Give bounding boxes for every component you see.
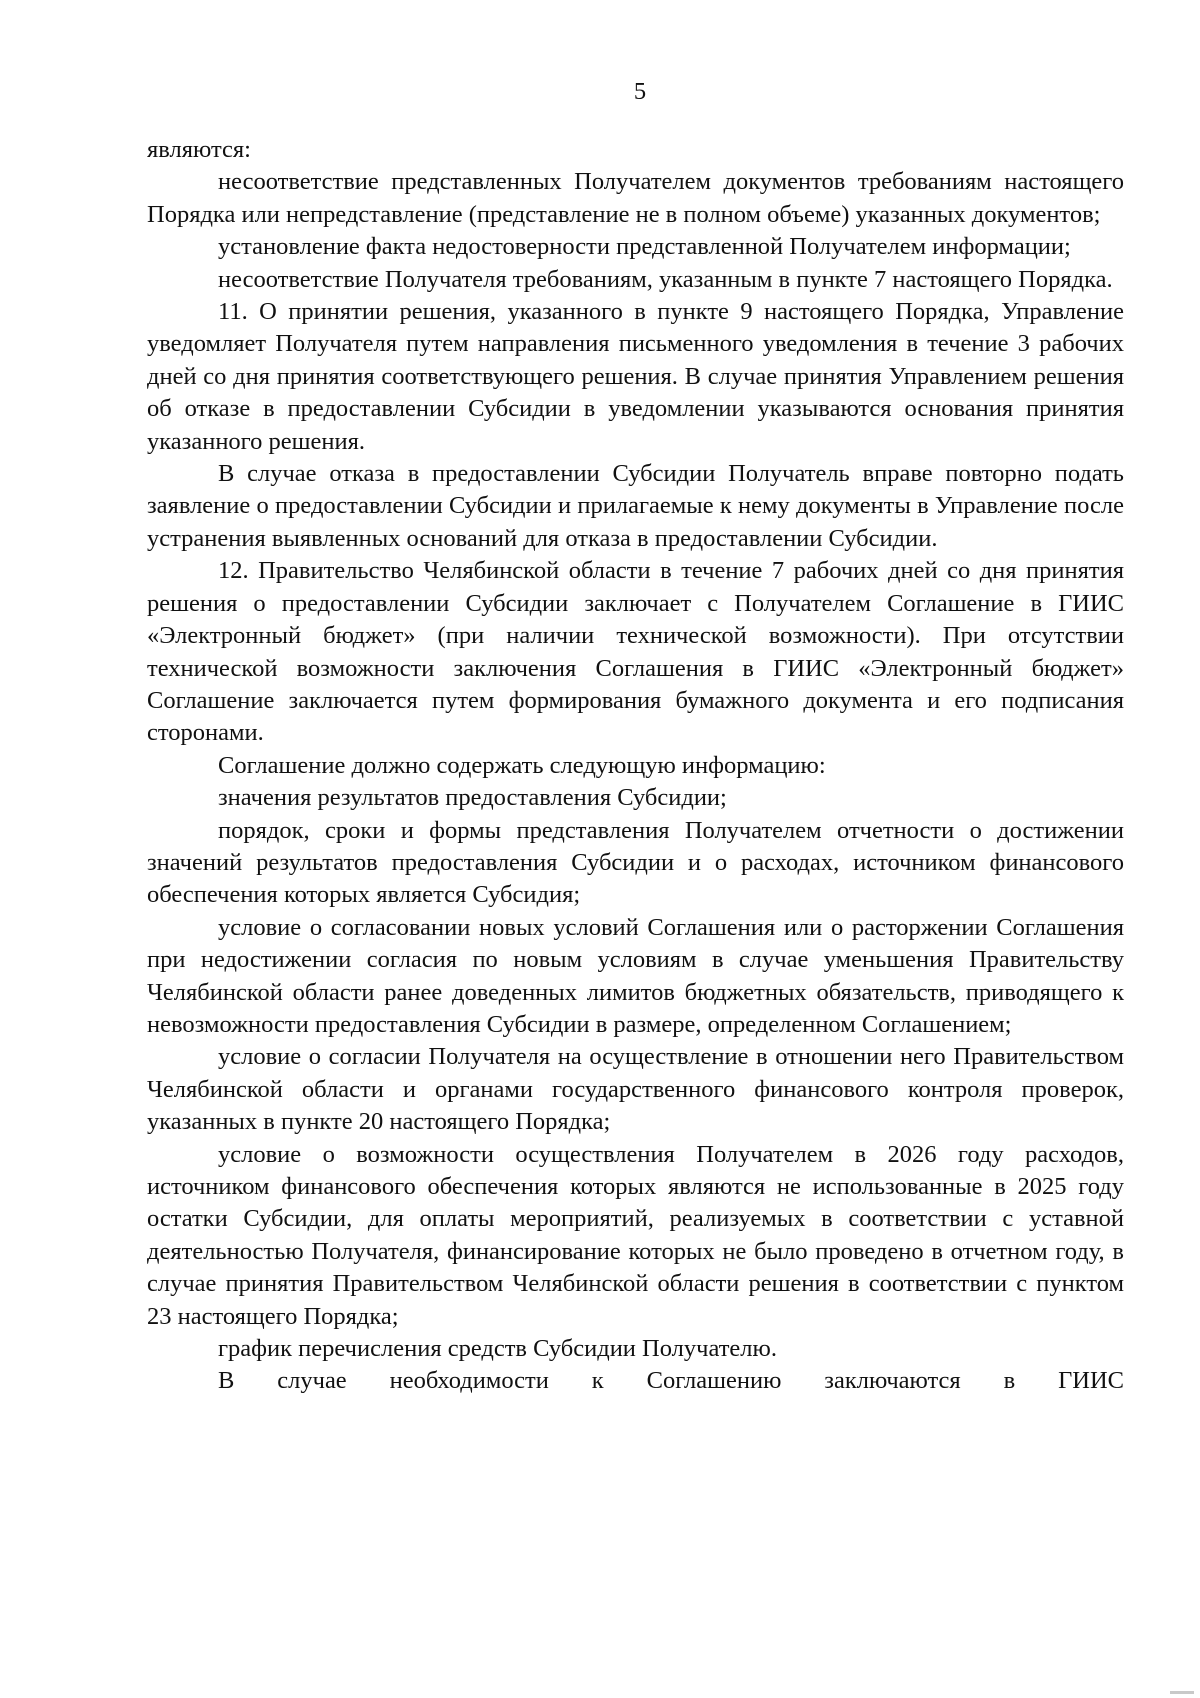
document-body [147,134,1124,1398]
paragraph-reason-documents: несоответствие представленных Получателем документов требованиям настоящего Порядка или непредставление (представление не в полном объеме) указанных документов; [147,168,1124,228]
paragraph-continues-next-page: В случае необходимости к Соглашению заключаются в ГИИС [218,1367,1124,1395]
scan-corner-mark [1170,1691,1194,1694]
paragraph-refusal-resubmission: В случае отказа в предоставлении Субсидии Получатель вправе повторно подать заявление о предоставлении Субсидии и прилагаемые к нему документы в Управление после устранения выявленных оснований для отказа в предоставлении Субсидии. [147,460,1124,552]
paragraph-transfer-schedule: график перечисления средств Субсидии Получателю. [218,1335,777,1363]
page-number: 5 [633,78,647,105]
paragraph-2026-expenses: условие о возможности осуществления Получателем в 2026 году расходов, источником финансового обеспечения которых являются не использованные в 2025 году остатки Субсидии, для оплаты мероприятий, реализуемых в соответствии с уставной деятельностью Получателя, финансирование которых не было проведено в отчетном году, в случае принятия Правительством Челябинской области решения в соответствии с пунктом 23 настоящего Порядка; [147,1140,1124,1330]
paragraph-consent-inspections: условие о согласии Получателя на осуществление в отношении него Правительством Челябинской области и органами государственного финансового контроля проверок, указанных в пункте 20 настоящего Порядка; [147,1043,1124,1136]
paragraph-new-conditions: условие о согласовании новых условий Соглашения или о расторжении Соглашения при недостижении согласия по новым условиям в случае уменьшения Правительству Челябинской области ранее доведенных лимитов бюджетных обязательств, приводящего к невозможности предоставления Субсидии в размере, определенном Соглашением; [147,913,1124,1038]
paragraph-continuation: являются: [147,136,251,163]
paragraph-item-12: 12. Правительство Челябинской области в течение 7 рабочих дней со дня принятия решения о предоставлении Субсидии заключает с Получателем Соглашение в ГИИС «Электронный бюджет» (при наличии технической возможности). При отсутствии технической возможности заключения Соглашения в ГИИС «Электронный бюджет» Соглашение заключается путем формирования бумажного документа и его подписания сторонами. [147,557,1124,747]
paragraph-agreement-contents: Соглашение должно содержать следующую информацию: [218,751,826,779]
paragraph-item-11: 11. О принятии решения, указанного в пункте 9 настоящего Порядка, Управление уведомляет Получателя путем направления письменного уведомления в течение 3 рабочих дней со дня принятия соответствующего решения. В случае принятия Управлением решения об отказе в предоставлении Субсидии в уведомлении указываются основания принятия указанного решения. [147,298,1124,455]
paragraph-result-values: значения результатов предоставления Субсидии; [218,784,727,812]
paragraph-reporting: порядок, сроки и формы представления Получателем отчетности о достижении значений результатов предоставления Субсидии и о расходах, источником финансового обеспечения которых является Субсидия; [147,816,1124,909]
paragraph-reason-false-info: установление факта недостоверности представленной Получателем информации; [218,233,1071,261]
paragraph-reason-requirements: несоответствие Получателя требованиям, указанным в пункте 7 настоящего Порядка. [218,265,1113,293]
